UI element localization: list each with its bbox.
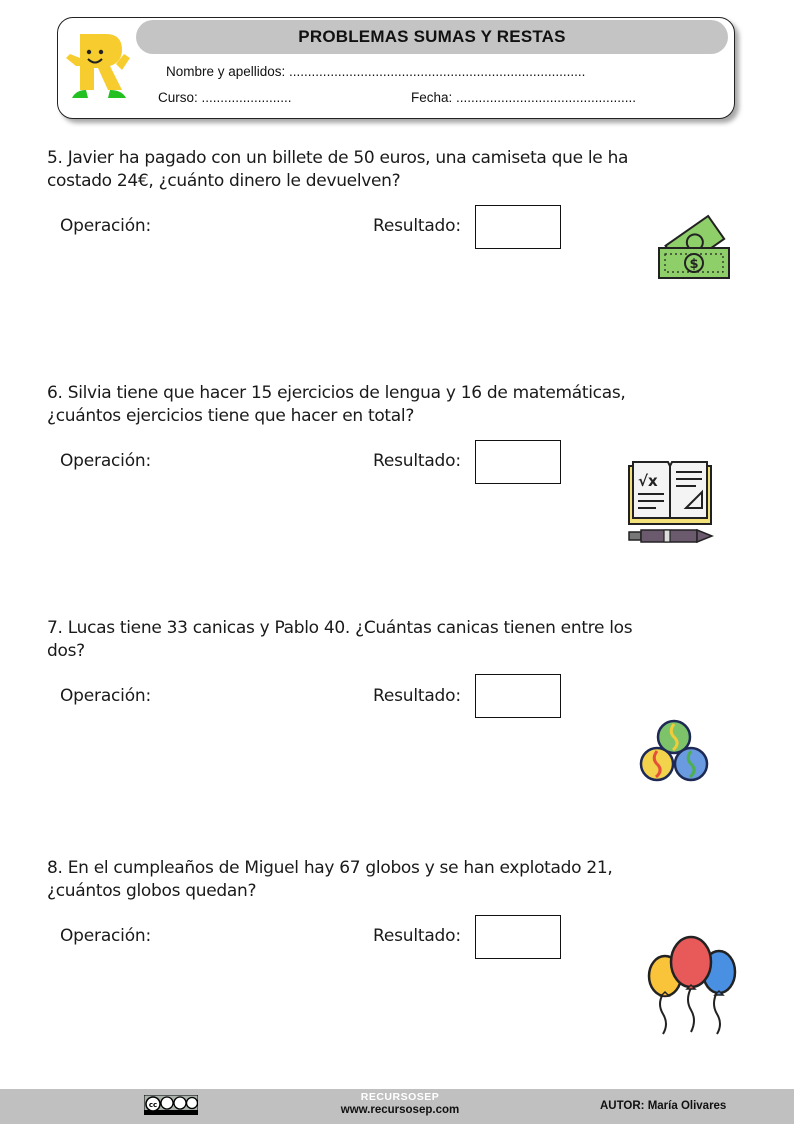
- svg-text:√x: √x: [638, 472, 658, 490]
- problem-8-operation-label: Operación:: [60, 926, 152, 946]
- problem-5-line2: costado 24€, ¿cuánto dinero le devuelven?: [47, 171, 401, 191]
- balloons-icon: [645, 934, 739, 1036]
- creative-commons-license-icon: [144, 1095, 198, 1115]
- problem-7-result-box[interactable]: [475, 674, 561, 718]
- problem-6-text: [47, 382, 747, 428]
- worksheet-title: PROBLEMAS SUMAS Y RESTAS: [298, 27, 566, 46]
- problem-7-operation-label: Operación:: [60, 686, 152, 706]
- problem-6-line1: 6. Silvia tiene que hacer 15 ejercicios de lengua y 16 de matemáticas,: [47, 383, 626, 403]
- problem-8-result-box[interactable]: [475, 915, 561, 959]
- problem-5-result-box[interactable]: [475, 205, 561, 249]
- footer-brand-block: [300, 1091, 500, 1117]
- problem-6-operation-label: Operación:: [60, 451, 152, 471]
- problem-8-text: [47, 857, 747, 903]
- money-bills-icon: [656, 214, 732, 284]
- problem-7-text: [47, 617, 747, 663]
- problem-8-line1: 8. En el cumpleaños de Miguel hay 67 globos y se han explotado 21,: [47, 858, 613, 878]
- name-field[interactable]: Nombre y apellidos: ...............................................................................: [166, 64, 586, 79]
- problem-8-result-label: Resultado:: [373, 926, 461, 946]
- math-book-pen-icon: [626, 458, 714, 546]
- problem-7-result-label: Resultado:: [373, 686, 461, 706]
- problem-6-result-box[interactable]: [475, 440, 561, 484]
- problem-8-line2: ¿cuántos globos quedan?: [47, 881, 257, 901]
- marbles-icon: [638, 718, 710, 782]
- problem-6-result-label: Resultado:: [373, 451, 461, 471]
- worksheet-title-bar: [136, 20, 728, 54]
- problem-5-line1: 5. Javier ha pagado con un billete de 50 euros, una camiseta que le ha: [47, 148, 629, 168]
- footer-author: AUTOR: María Olivares: [600, 1100, 727, 1112]
- recursosep-r-mascot-icon: [62, 28, 134, 100]
- date-field[interactable]: Fecha: ................................................: [411, 90, 637, 105]
- problem-5-text: [47, 147, 747, 193]
- course-field[interactable]: Curso: ........................: [158, 90, 292, 105]
- problem-7-line2: dos?: [47, 641, 85, 661]
- problem-5-operation-label: Operación:: [60, 216, 152, 236]
- problem-7-line1: 7. Lucas tiene 33 canicas y Pablo 40. ¿Cuántas canicas tienen entre los: [47, 618, 633, 638]
- footer-url-link[interactable]: www.recursosep.com: [340, 1104, 460, 1116]
- problem-5-result-label: Resultado:: [373, 216, 461, 236]
- svg-text:$: $: [689, 257, 699, 272]
- problem-6-line2: ¿cuántos ejercicios tiene que hacer en total?: [47, 406, 415, 426]
- footer-brand: RECURSOSEP: [360, 1091, 440, 1103]
- svg-text:cc: cc: [148, 1101, 158, 1109]
